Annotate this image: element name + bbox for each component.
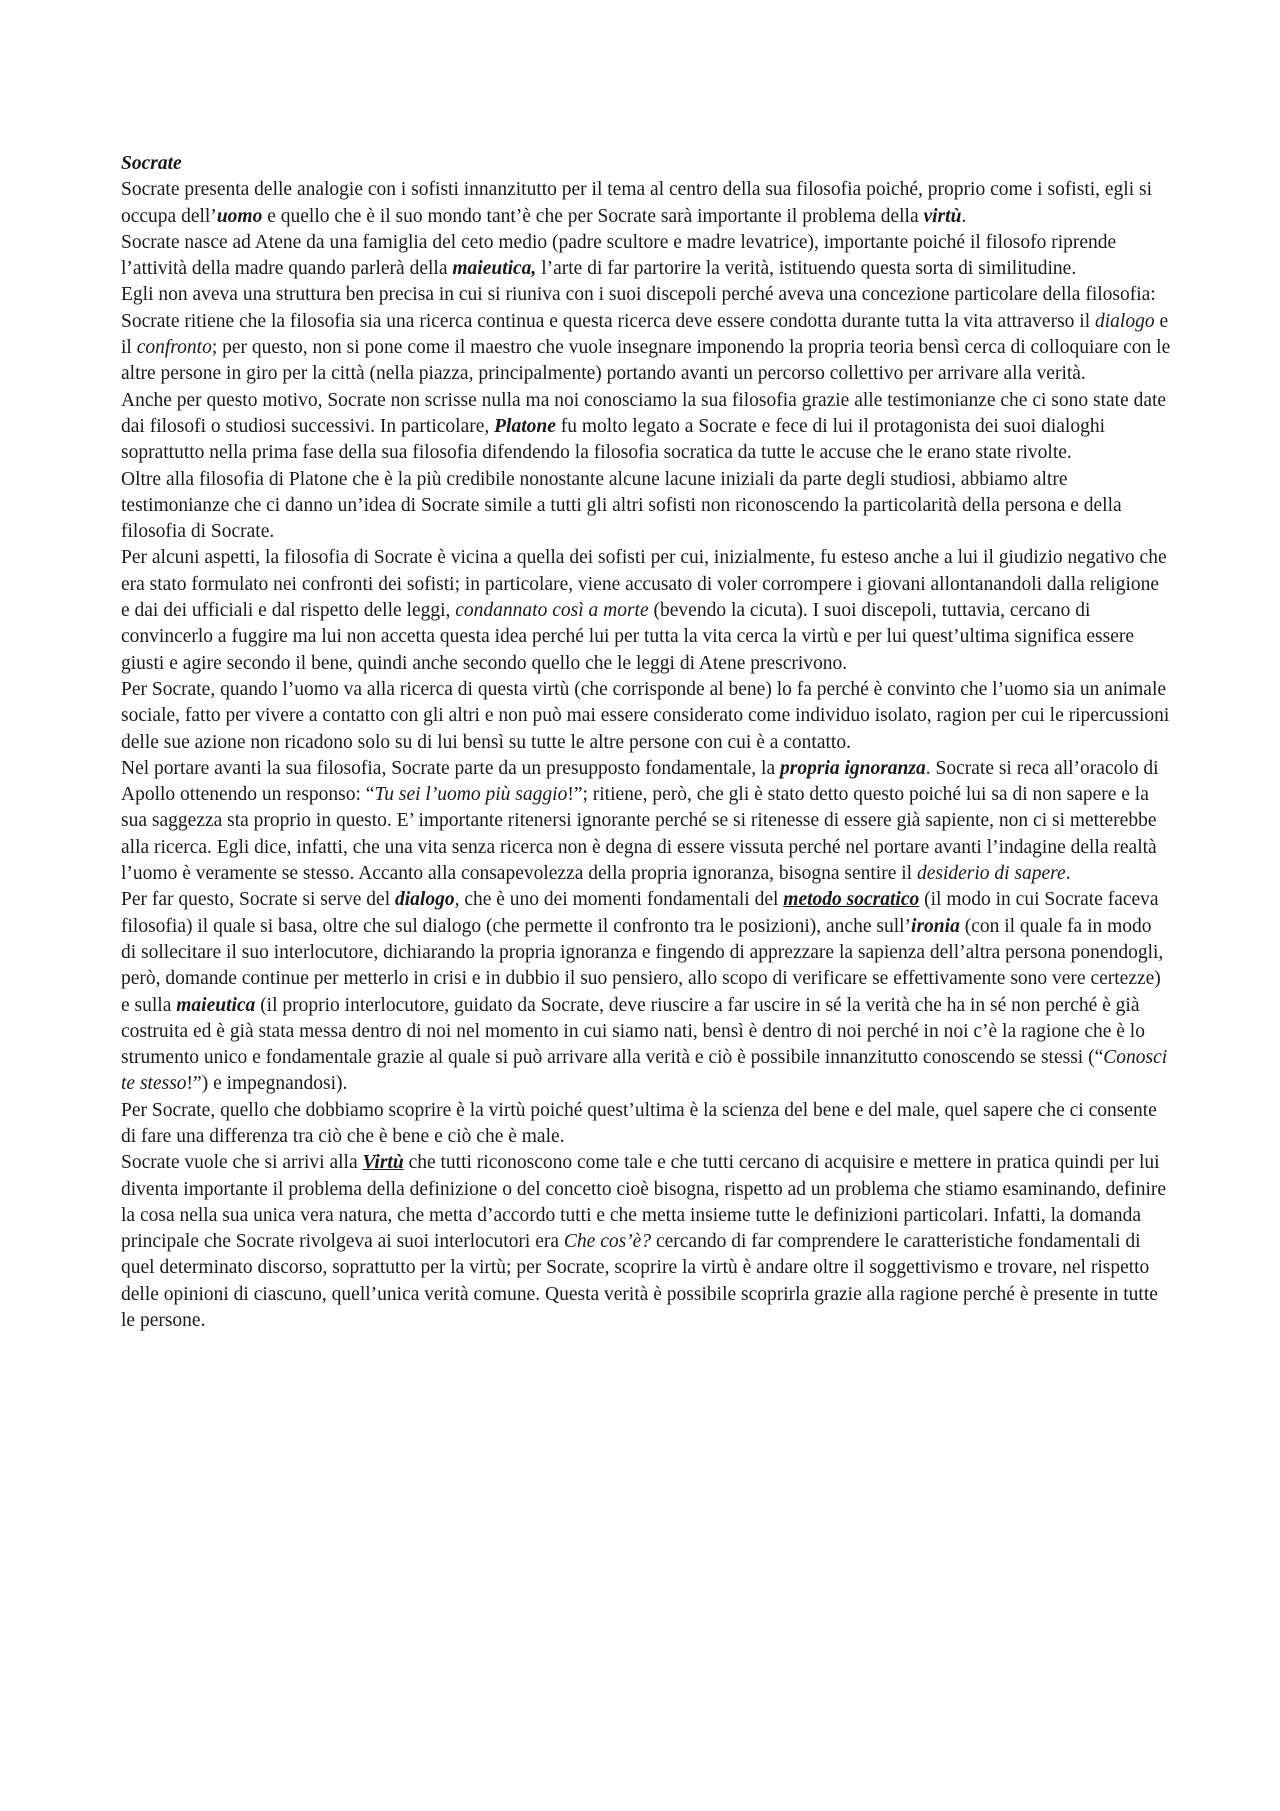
emphasis-text: propria ignoranza <box>779 757 926 779</box>
paragraph <box>121 887 1171 1097</box>
document-title: Socrate <box>121 153 182 174</box>
paragraph <box>121 677 1171 756</box>
paragraph <box>121 467 1171 546</box>
text-run: l’arte di far partorire la verità, istituendo questa sorta di similitudine. <box>536 258 1077 280</box>
emphasis-text: maieutica, <box>452 258 537 280</box>
emphasis-text: confronto <box>136 337 212 359</box>
emphasis-text: uomo <box>216 205 263 227</box>
document-page <box>121 151 1171 1334</box>
emphasis-text: dialogo <box>395 889 455 911</box>
text-run: ; per questo, non si pone come il maestro che vuole insegnare imponendo la propria teoria bensì cerca di colloquiare con le altre persone in giro per la città (nella piazza, principalmente) portando avanti un percorso collettivo per arrivare alla verità. <box>121 337 1171 385</box>
paragraph <box>121 177 1171 230</box>
text-run: (il modo in cui Socrate faceva filosofia) il quale si basa, oltre che sul dialogo (che permette il confronto tra le posizioni), anche sull’ <box>121 889 1159 937</box>
text-run: (con il quale fa in modo di sollecitare il suo interlocutore, dichiarando la propria ignoranza e fingendo di apprezzare la sapienza dell’altra persona ponendogli, però, domande continue per metterlo in crisi e in dubbio il suo pensiero, allo scopo di verificare se effettivamente sono vere certezze) e sulla <box>121 915 1164 1016</box>
document-body <box>121 177 1171 1334</box>
text-run: e quello che è il suo mondo tant’è che per Socrate sarà importante il problema della <box>262 205 924 227</box>
text-run: Oltre alla filosofia di Platone che è la più credibile nonostante alcune lacune iniziali da parte degli studiosi, abbiamo altre testimonianze che ci danno un’idea di Socrate simile a tutti gli altri sofisti non riconoscendo la particolarità della persona e della filosofia di Socrate. <box>121 468 1122 543</box>
emphasis-text: Conosci te stesso <box>121 1047 1168 1095</box>
emphasis-text: Tu sei l’uomo più saggio <box>374 784 568 806</box>
text-run: Per far questo, Socrate si serve del <box>121 889 395 911</box>
text-run: !”; ritiene, però, che gli è stato detto questo poiché lui sa di non sapere e la sua saggezza sta proprio in questo. E’ importante ritenersi ignorante perché se si ritenesse di essere già sapiente, non ci si metterebbe alla ricerca. Egli dice, infatti, che una vita senza ricerca non è degna di essere vissuta perché nel portare avanti l’indagine della realtà l’uomo è veramente se stesso. Accanto alla consapevolezza della propria ignoranza, bisogna sentire il <box>121 784 1157 885</box>
text-run: e il <box>121 310 1169 359</box>
text-run: . Socrate si reca all’oracolo di Apollo ottenendo un responso: “ <box>121 757 1159 806</box>
text-run: Anche per questo motivo, Socrate non scrisse nulla ma noi conosciamo la sua filosofia grazie alle testimonianze che ci sono state date dai filosofi o studiosi successivi. In particolare, <box>121 389 1167 437</box>
paragraph <box>121 282 1171 387</box>
emphasis-text: virtù <box>923 205 962 227</box>
text-run: Per alcuni aspetti, la filosofia di Socrate è vicina a quella dei sofisti per cui, inizialmente, fu esteso anche a lui il giudizio negativo che era stato formulato nei confronti dei sofisti; in particolare, viene accusato di voler corrompere i giovani allontanandoli dalla religione e dai dei ufficiali e dal rispetto delle leggi, <box>121 547 1167 622</box>
emphasis-text: ironia <box>911 915 960 937</box>
emphasis-text: Platone <box>494 415 556 437</box>
paragraph <box>121 388 1171 467</box>
text-run: Socrate nasce ad Atene da una famiglia del ceto medio (padre scultore e madre levatrice), importante poiché il filosofo riprende l’attività della madre quando parlerà della <box>121 231 1117 280</box>
text-run: (il proprio interlocutore, guidato da Socrate, deve riuscire a far uscire in sé la verità che ha in sé non perché è già costruita ed è già stata messa dentro di noi nel momento in cui siamo nati, bensì è dentro di noi perché in noi c’è la ragione che è lo strumento unico e fondamentale grazie al quale si può arrivare alla verità e ciò è possibile innanzitutto conoscendo se stessi (“ <box>121 994 1145 1069</box>
text-run: , che è uno dei momenti fondamentali del <box>454 889 784 911</box>
emphasis-text: metodo socratico <box>783 889 920 911</box>
emphasis-text: dialogo <box>1095 310 1155 332</box>
text-run: . <box>1065 863 1071 885</box>
emphasis-text: desiderio di sapere <box>916 863 1066 885</box>
text-run: Per Socrate, quando l’uomo va alla ricerca di questa virtù (che corrisponde al bene) lo fa perché è convinto che l’uomo sia un animale sociale, fatto per vivere a contatto con gli altri e non può mai essere considerato come individuo isolato, ragion per cui le ripercussioni delle sue azione non ricadono solo su di lui bensì su tutte le altre persone con cui è a contatto. <box>121 678 1170 753</box>
text-run: che tutti riconoscono come tale e che tutti cercano di acquisire e mettere in pratica quindi per lui diventa importante il problema della definizione o del concetto cioè bisogna, rispetto ad un problema che stiamo esaminando, definire la cosa nella sua unica vera natura, che metta d’accordo tutti e che metta insieme tutte le definizioni particolari. Infatti, la domanda principale che Socrate rivolgeva ai suoi interlocutori era <box>121 1152 1167 1253</box>
text-run: fu molto legato a Socrate e fece di lui il protagonista dei suoi dialoghi soprattutto nella prima fase della sua filosofia difendendo la filosofia socratica da tutte le accuse che le erano state rivolte. <box>121 415 1105 464</box>
emphasis-text: Che cos’è? <box>563 1231 652 1253</box>
text-run: Per Socrate, quello che dobbiamo scoprire è la virtù poiché quest’ultima è la scienza del bene e del male, quel sapere che ci consente di fare una differenza tra ciò che è bene e ciò che è male. <box>121 1099 1157 1147</box>
text-run: Nel portare avanti la sua filosofia, Socrate parte da un presupposto fondamentale, la <box>121 757 780 779</box>
text-run: Socrate presenta delle analogie con i sofisti innanzitutto per il tema al centro della sua filosofia poiché, proprio come i sofisti, egli si occupa dell’ <box>121 179 1153 227</box>
emphasis-text: Virtù <box>362 1152 404 1174</box>
text-run: Egli non aveva una struttura ben precisa in cui si riuniva con i suoi discepoli perché aveva una concezione particolare della filosofia: Socrate ritiene che la filosofia sia una ricerca continua e questa ricerca deve essere condotta durante tutta la vita attraverso il <box>121 284 1156 332</box>
text-run: (bevendo la cicuta). I suoi discepoli, tuttavia, cercano di convincerlo a fuggire ma lui non accetta questa idea perché lui per tutta la vita cerca la virtù e per lui quest’ultima significa essere giusti e agire secondo il bene, quindi anche secondo quello che le leggi di Atene prescrivono. <box>121 600 1135 674</box>
paragraph <box>121 1098 1171 1151</box>
paragraph <box>121 756 1171 887</box>
emphasis-text: condannato così a morte <box>455 600 649 622</box>
emphasis-text: maieutica <box>176 994 256 1016</box>
paragraph <box>121 1150 1171 1334</box>
text-run: Socrate vuole che si arrivi alla <box>121 1152 363 1174</box>
paragraph <box>121 230 1171 283</box>
text-run: !”) e impegnandosi). <box>186 1073 348 1095</box>
paragraph <box>121 545 1171 676</box>
text-run: . <box>961 205 967 227</box>
text-run: cercando di far comprendere le caratteristiche fondamentali di quel determinato discorso, soprattutto per la virtù; per Socrate, scoprire la virtù è andare oltre il soggettivismo e trovare, nel rispetto delle opinioni di ciascuno, quell’unica verità comune. Questa verità è possibile scoprirla grazie alla ragione perché è presente in tutte le persone. <box>121 1231 1158 1332</box>
